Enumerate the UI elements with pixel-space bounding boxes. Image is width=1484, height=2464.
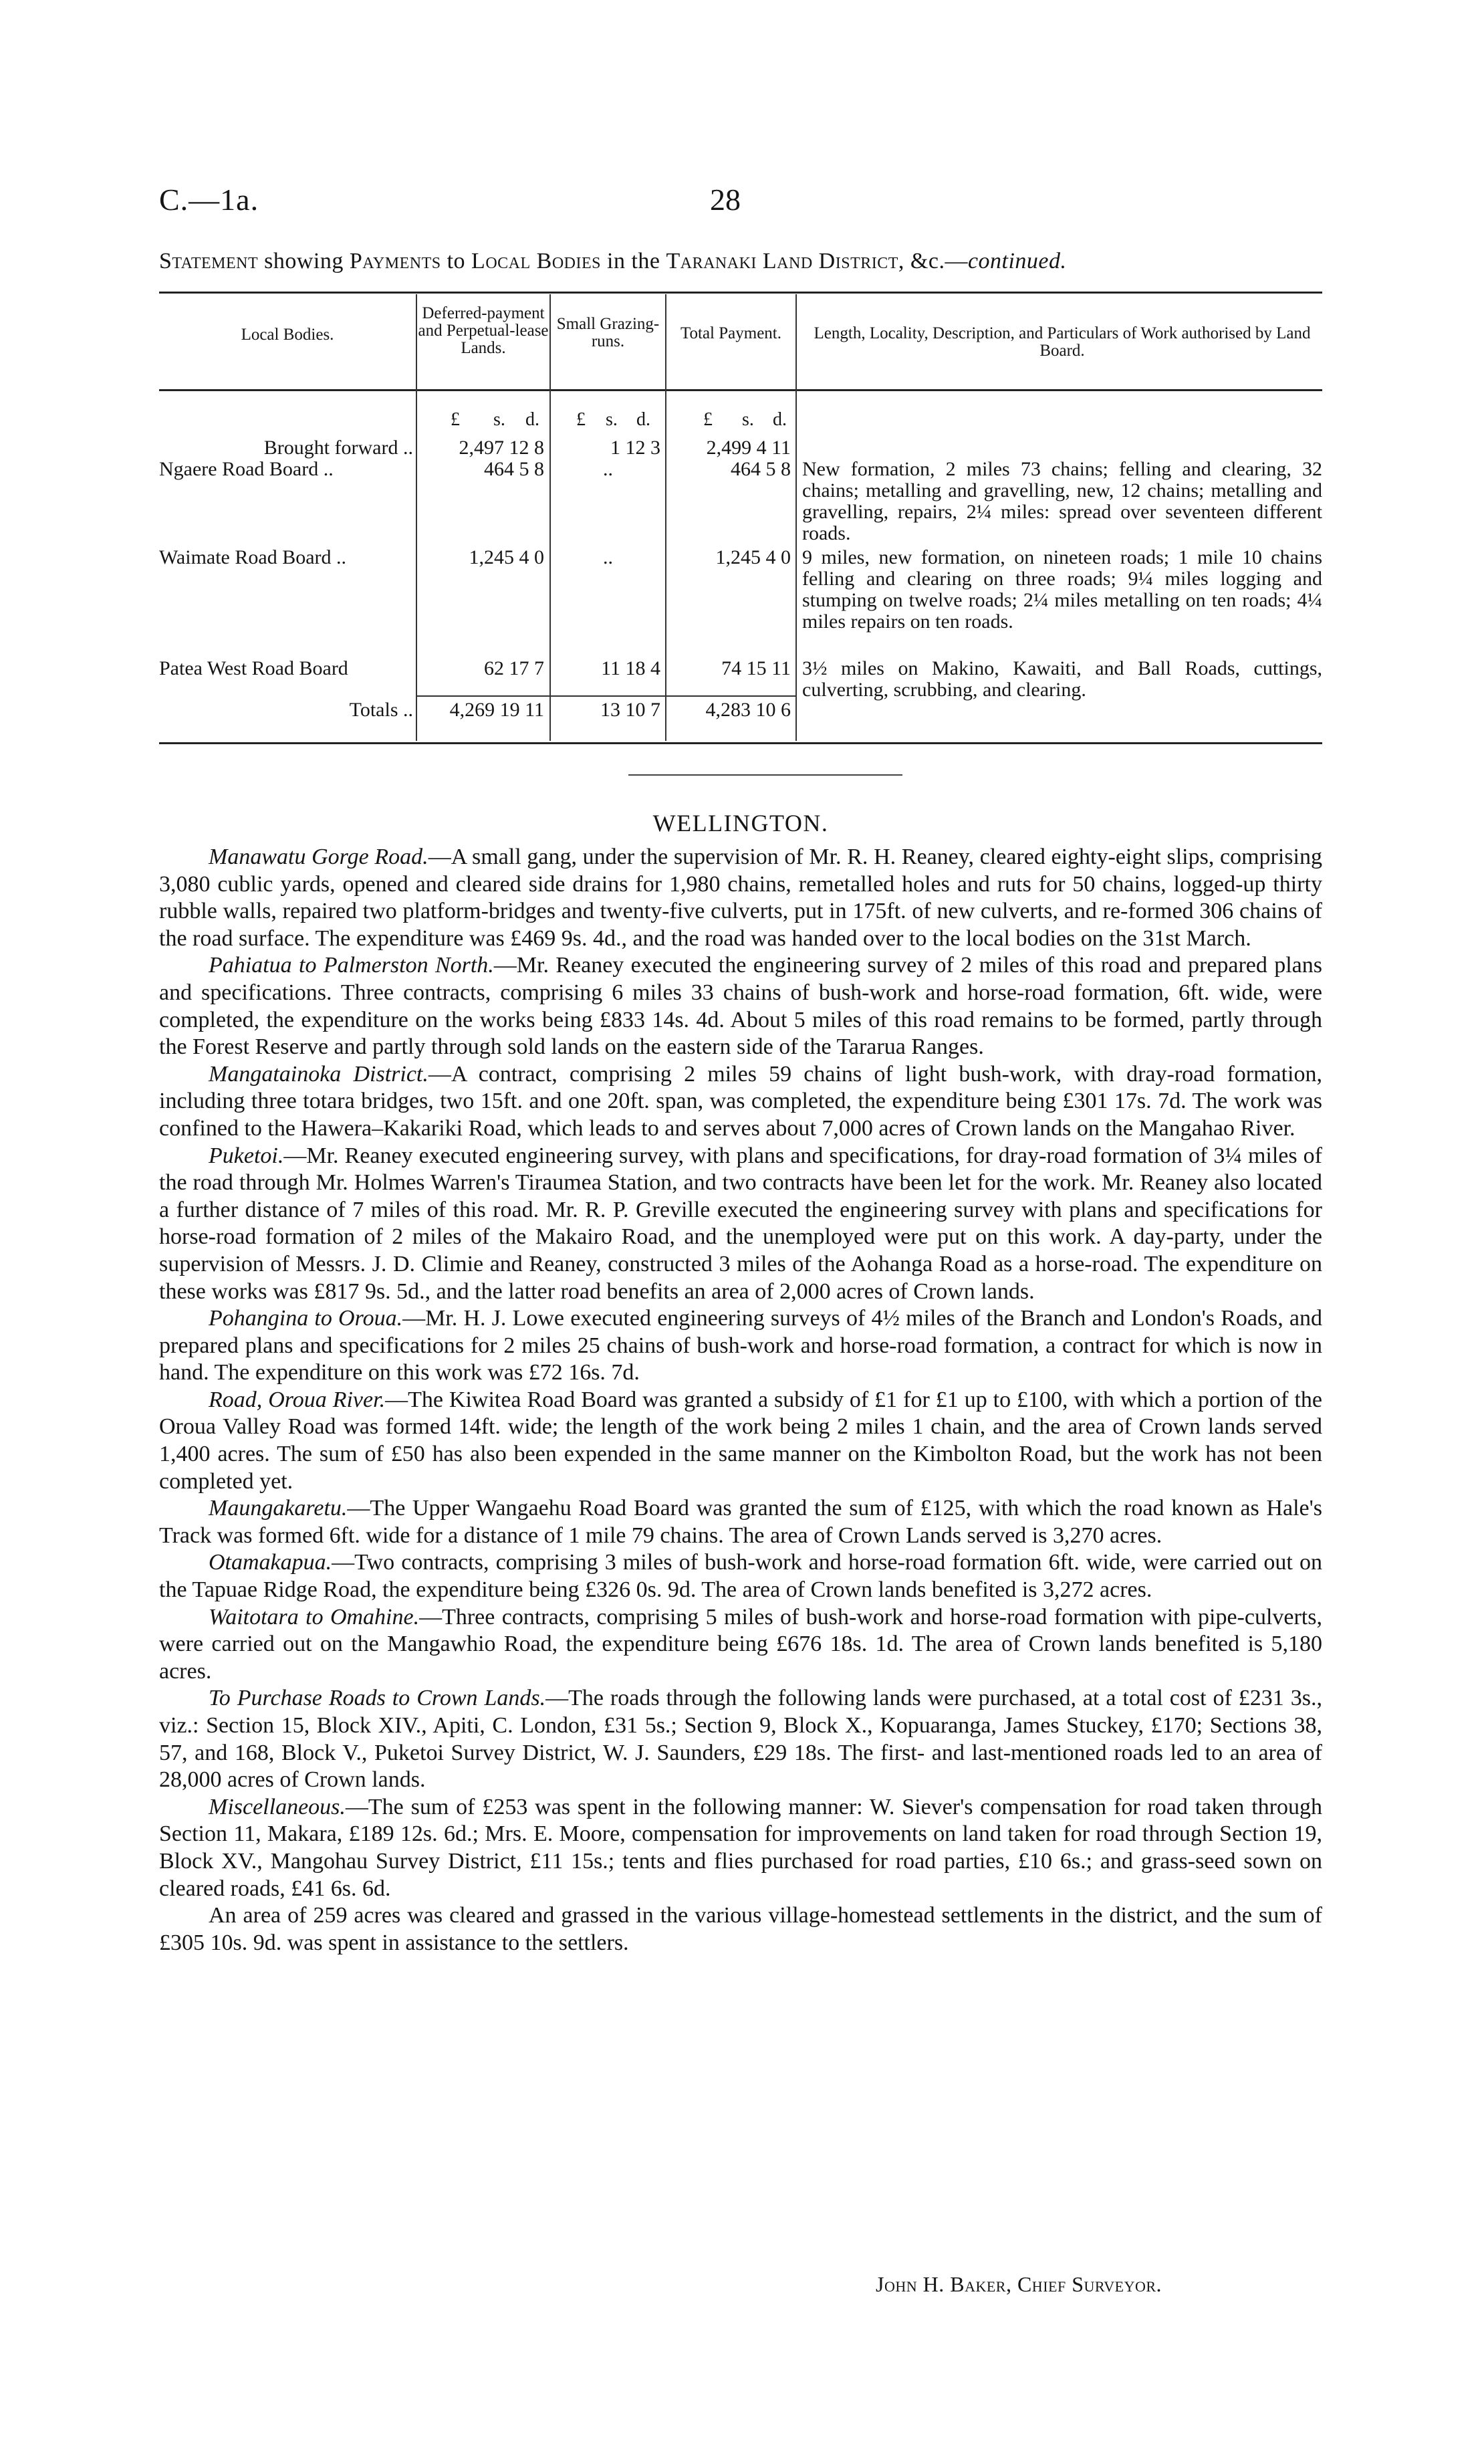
currency-shillings: s. — [606, 409, 618, 430]
row-small-amount: 1 12 3 — [610, 437, 660, 459]
row-local-body: Patea West Road Board — [159, 657, 348, 679]
title-word: in the — [607, 249, 660, 273]
currency-pounds: £ — [451, 409, 460, 430]
totals-small: 13 10 7 — [600, 699, 660, 721]
paragraph-text: —A contract, comprising 2 miles 59 chains of light bush-work, with dray-road formation, including three totara bridges, two 15ft. and one 20ft. span, was completed, the expenditure being £301 17s. 7d. The work was confined to the Hawera–Kakariki Road, which leads to and serves about 7,000 acres of Crown lands on the Mangahao River. — [159, 1061, 1322, 1141]
row-work-description: 3½ miles on Makino, Kawaiti, and Ball Roads, cuttings, culverting, scrubbing, and clearing. — [802, 657, 1322, 701]
paragraph-text: —The roads through the following lands were purchased, at a total cost of £231 3s., viz.: Section 15, Block XIV., Apiti, C. London, £31 5s.; Section 9, Block X., Kopuaranga, James Stuckey, £170; Sections 38, 57, and 168, Block V., Puketoi Survey District, W. J. Saunders, £29 18s. The first- and last-mentioned roads led to an area of 28,000 acres of Crown lands. — [159, 1686, 1322, 1793]
currency-pence: d. — [525, 409, 539, 430]
totals-deferred: 4,269 19 11 — [449, 699, 544, 721]
totals-total: 4,283 10 6 — [705, 699, 791, 721]
currency-shillings: s. — [742, 409, 754, 430]
title-word: Taranaki Land District — [666, 249, 898, 273]
totals-rule — [551, 695, 665, 697]
paragraph — [159, 1387, 1322, 1495]
paragraph — [159, 1305, 1322, 1387]
currency-pounds: £ — [576, 409, 586, 430]
title-word: Local Bodies — [471, 249, 601, 273]
table-bottom-rule — [159, 742, 1322, 744]
row-deferred-amount: 2,497 12 8 — [459, 437, 544, 459]
totals-label: Totals .. — [349, 699, 413, 721]
paragraph-text: —Mr. H. J. Lowe executed engineering surveys of 4½ miles of the Branch and London's Roads, and prepared plans and specifications for 2 miles 25 chains of bush-work and horse-road formation, a contract for which is now in hand. The expenditure on this work was £72 16s. 7d. — [159, 1306, 1323, 1385]
row-small-amount: .. — [603, 546, 613, 568]
paragraph-heading: Pohangina to Oroua. — [209, 1306, 403, 1331]
paragraph-heading: Puketoi. — [209, 1143, 284, 1168]
row-total-amount: 1,245 4 0 — [715, 546, 791, 568]
paragraph-heading: To Purchase Roads to Crown Lands. — [209, 1686, 546, 1711]
paragraph-heading: Road, Oroua River. — [209, 1387, 386, 1412]
paragraph-heading: Maungakaretu. — [209, 1496, 348, 1521]
title-word: to — [447, 249, 466, 273]
row-total-amount: 74 15 11 — [721, 657, 791, 679]
table-top-rule — [159, 292, 1322, 294]
paragraph-text: —The sum of £253 was spent in the following manner: W. Siever's compensation for road taken through Section 11, Makara, £189 12s. 6d.; Mrs. E. Moore, compensation for improvements on land taken for road through Section 19, Block XV., Mangohau Survey District, £11 15s.; tents and flies purchased for road parties, £10 6s.; and grass-seed sown on cleared roads, £41 6s. 6d. — [159, 1794, 1322, 1901]
paragraph — [159, 1604, 1322, 1686]
paragraph-heading: Miscellaneous. — [209, 1794, 346, 1819]
header-deferred-payment: Deferred-payment and Perpetual-lease Lands. — [418, 304, 549, 357]
paragraph-heading: Waitotara to Omahine. — [209, 1604, 420, 1630]
row-deferred-amount: 464 5 8 — [484, 458, 544, 480]
report-body — [159, 844, 1322, 1956]
document-reference: C.—1a. — [159, 183, 259, 217]
paragraph-heading: Otamakapua. — [209, 1550, 332, 1575]
title-word: Payments — [349, 249, 441, 273]
row-local-body: Brought forward .. — [263, 437, 413, 459]
paragraph — [159, 1143, 1322, 1306]
totals-rule — [417, 695, 549, 697]
paragraph-heading: Pahiatua to Palmerston North. — [209, 953, 494, 978]
totals-rule — [666, 695, 795, 697]
row-small-amount: .. — [603, 458, 613, 480]
section-title: WELLINGTON. — [652, 810, 829, 836]
paragraph-text: —Mr. Reaney executed the engineering survey of 2 miles of this road and prepared plans and specifications. Three contracts, comprising 6 miles 33 chains of bush-work and horse-road formation, 6ft. wide, were completed, the expenditure on the works being £833 14s. 4d. About 5 miles of this road remains to be formed, partly through the Forest Reserve and partly through sold lands on the eastern side of the Tararua Ranges. — [159, 953, 1322, 1060]
page-number: 28 — [710, 183, 741, 217]
paragraph-text: —Three contracts, comprising 5 miles of bush-work and horse-road formation with pipe-culverts, were carried out on the Mangawhio Road, the expenditure being £676 18s. 1d. The area of Crown lands benefited is 5,180 acres. — [159, 1604, 1322, 1684]
statement-title — [159, 249, 1322, 274]
section-separator — [628, 774, 902, 776]
header-total-payment: Total Payment. — [680, 324, 781, 342]
header-small-grazing-runs: Small Grazing-runs. — [556, 315, 660, 350]
paragraph — [159, 1061, 1322, 1143]
row-work-description: 9 miles, new formation, on nineteen roads; 1 mile 10 chains felling and clearing on three roads; 9¼ miles logging and stumping on twelve roads; 2¼ miles metalling on ten roads; 4¼ miles repairs on ten roads. — [802, 546, 1322, 633]
paragraph-text: —Mr. Reaney executed engineering survey, with plans and specifications, for dray-road formation of 3¼ miles of the road through Mr. Holmes Warren's Tiraumea Station, and two contracts have been let for the work. Mr. Reaney also located a further distance of 7 miles of this road. Mr. R. P. Greville executed the engineering survey with plans and specifications for horse-road formation of 2 miles of the Makairo Road, and the unemployed were put on this work. A day-party, under the supervision of Messrs. J. D. Climie and Reaney, constructed 3 miles of the Aohanga Road as a horse-road. The expenditure on these works was £817 9s. 5d., and the latter road benefits an area of 2,000 acres of Crown lands. — [159, 1143, 1322, 1304]
row-deferred-amount: 62 17 7 — [484, 657, 544, 679]
currency-pence: d. — [636, 409, 650, 430]
paragraph — [159, 1685, 1322, 1793]
table-header-rule — [159, 389, 1322, 391]
paragraph-text: —The Kiwitea Road Board was granted a subsidy of £1 for £1 up to £100, with which a portion of the Oroua Valley Road was formed 14ft. wide; the length of the work being 2 miles 1 chain, and the area of Crown lands served 1,400 acres. The sum of £50 has also been expended in the same manner on the Kimbolton Road, but the work has not been completed yet. — [159, 1387, 1322, 1494]
column-divider — [795, 294, 797, 741]
header-local-bodies: Local Bodies. — [241, 326, 334, 344]
currency-pence: d. — [773, 409, 787, 430]
currency-shillings: s. — [493, 409, 505, 430]
paragraph-text: —The Upper Wangaehu Road Board was granted the sum of £125, with which the road known as Hale's Track was formed 6ft. wide for a distance of 1 mile 79 chains. The area of Crown Lands served is 3,270 acres. — [159, 1496, 1322, 1548]
paragraph — [159, 1794, 1322, 1902]
header-particulars: Length, Locality, Description, and Particulars of Work authorised by Land Board. — [814, 324, 1311, 360]
row-total-amount: 2,499 4 11 — [706, 437, 791, 459]
title-word: continued. — [967, 249, 1067, 273]
paragraph-heading: Mangatainoka District. — [209, 1061, 428, 1087]
paragraph — [159, 1495, 1322, 1549]
row-local-body: Ngaere Road Board .. — [159, 458, 334, 480]
title-word: , &c.— — [898, 249, 968, 273]
row-work-description: New formation, 2 miles 73 chains; felling and clearing, 32 chains; metalling and gravelling, new, 12 chains; metalling and gravelling, repairs, 2¼ miles: spread over seventeen different roads. — [802, 458, 1322, 544]
paragraph-text: —A small gang, under the supervision of Mr. R. H. Reaney, cleared eighty-eight slips, comprising 3,080 cublic yards, opened and cleared side drains for 1,980 chains, remetalled holes and ruts for 50 chains, logged-up thirty rubble walls, repaired two platform-bridges and twenty-five culverts, put in 175ft. of new culverts, and re-formed 306 chains of the road surface. The expenditure was £469 9s. 4d., and the road was handed over to the local bodies on the 31st March. — [159, 845, 1322, 951]
row-local-body: Waimate Road Board .. — [159, 546, 347, 568]
paragraph-text: —Two contracts, comprising 3 miles of bush-work and horse-road formation 6ft. wide, were carried out on the Tapuae Ridge Road, the expenditure being £326 0s. 9d. The area of Crown lands benefited is 3,272 acres. — [159, 1550, 1322, 1603]
paragraph-heading: Manawatu Gorge Road. — [209, 845, 428, 869]
row-small-amount: 11 18 4 — [601, 657, 660, 679]
signature: John H. Baker, Chief Surveyor. — [876, 2272, 1162, 2296]
paragraph — [159, 1902, 1322, 1956]
paragraph — [159, 1549, 1322, 1603]
paragraph — [159, 952, 1322, 1060]
title-word: showing — [264, 249, 344, 273]
row-deferred-amount: 1,245 4 0 — [469, 546, 544, 568]
paragraph — [159, 844, 1322, 952]
title-word: Statement — [159, 249, 259, 273]
currency-pounds: £ — [703, 409, 713, 430]
paragraph-text: An area of 259 acres was cleared and grassed in the various village-homestead settlements in the district, and the sum of £305 10s. 9d. was spent in assistance to the settlers. — [159, 1903, 1322, 1955]
row-total-amount: 464 5 8 — [731, 458, 791, 480]
